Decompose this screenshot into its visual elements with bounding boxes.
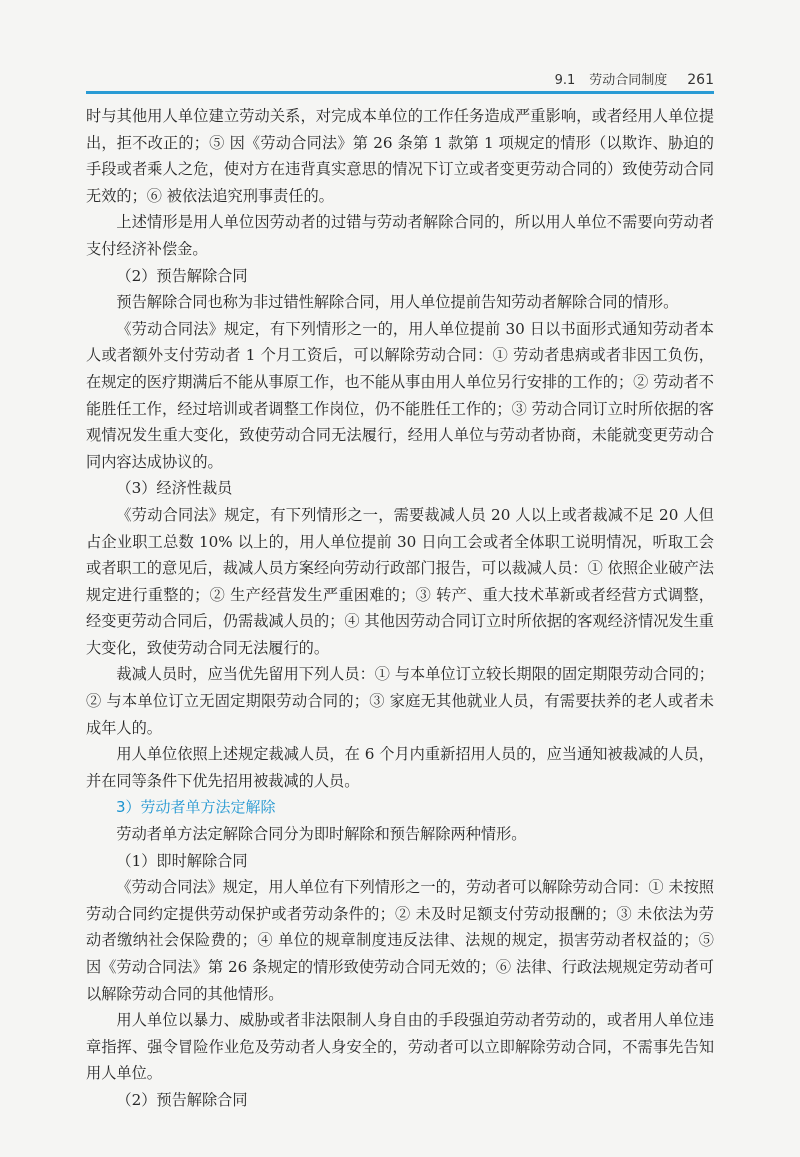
paragraph: 《劳动合同法》规定，有下列情形之一的，用人单位提前 30 日以书面形式通知劳动者本人或者额外支付劳动者 1 个月工资后，可以解除劳动合同：① 劳动者患病或者非因工负伤，在规定的医疗期满后不能从事原工作，也不能从事由用人单位另行安排的工作的；② 劳动者不能胜任工作，经过培训或者调整工作岗位，仍不能胜任工作的；③ 劳动合同订立时所依据的客观情况发生重大变化，致使劳动合同无法履行，经用人单位与劳动者协商，未能就变更劳动合同内容达成协议的。 — [86, 319, 714, 471]
page-number: 261 — [687, 72, 714, 88]
subheading: （3）经济性裁员 — [116, 479, 233, 498]
section-heading: 3）劳动者单方法定解除 — [116, 798, 276, 817]
page-body — [86, 103, 714, 1114]
paragraph: 用人单位以暴力、威胁或者非法限制人身自由的手段强迫劳动者劳动的，或者用人单位违章指挥、强令冒险作业危及劳动者人身安全的，劳动者可以立即解除劳动合同，不需事先告知用人单位。 — [86, 1011, 714, 1083]
section-number: 9.1 — [554, 73, 576, 88]
paragraph: 《劳动合同法》规定，用人单位有下列情形之一的，劳动者可以解除劳动合同：① 未按照劳动合同约定提供劳动保护或者劳动条件的；② 未及时足额支付劳动报酬的；③ 未依法为劳动者缴纳社会保险费的；④ 单位的规章制度违反法律、法规的规定，损害劳动者权益的；⑤ 因《劳动合同法》第 26 条规定的情形致使劳动合同无效的；⑥ 法律、行政法规规定劳动者可以解除劳动合同的其他情形。 — [86, 878, 714, 1003]
paragraph: 预告解除合同也称为非过错性解除合同，用人单位提前告知劳动者解除合同的情形。 — [116, 293, 679, 312]
subheading: （2）预告解除合同 — [116, 1090, 248, 1109]
paragraph: 时与其他用人单位建立劳动关系，对完成本单位的工作任务造成严重影响，或者经用人单位提出，拒不改正的；⑤ 因《劳动合同法》第 26 条第 1 款第 1 项规定的情形（以欺诈、胁迫的手段或者乘人之危，使对方在违背真实意思的情况下订立或者变更劳动合同的）致使劳动合同无效的；⑥ 被依法追究刑事责任的。 — [86, 107, 714, 205]
section-title: 劳动合同制度 — [589, 73, 668, 88]
header-rule — [86, 91, 714, 94]
paragraph: 上述情形是用人单位因劳动者的过错与劳动者解除合同的，所以用人单位不需要向劳动者支付经济补偿金。 — [86, 213, 714, 258]
paragraph: 裁减人员时，应当优先留用下列人员：① 与本单位订立较长期限的固定期限劳动合同的；② 与本单位订立无固定期限劳动合同的；③ 家庭无其他就业人员，有需要扶养的老人或者未成年人的。 — [86, 665, 714, 737]
subheading: （1）即时解除合同 — [116, 851, 248, 870]
paragraph: 用人单位依照上述规定裁减人员，在 6 个月内重新招用人员的，应当通知被裁减的人员，并在同等条件下优先招用被裁减的人员。 — [86, 745, 714, 790]
paragraph: 劳动者单方法定解除合同分为即时解除和预告解除两种情形。 — [116, 825, 527, 844]
paragraph: 《劳动合同法》规定，有下列情形之一，需要裁减人员 20 人以上或者裁减不足 20 人但占企业职工总数 10% 以上的，用人单位提前 30 日向工会或者全体职工说明情况，听取工会或者职工的意见后，裁减人员方案经向劳动行政部门报告，可以裁减人员：① 依照企业破产法规定进行重整的；② 生产经营发生严重困难的；③ 转产、重大技术革新或者经营方式调整，经变更劳动合同后，仍需裁减人员的；④ 其他因劳动合同订立时所依据的客观经济情况发生重大变化，致使劳动合同无法履行的。 — [86, 505, 714, 657]
running-header — [86, 62, 714, 88]
subheading: （2）预告解除合同 — [116, 266, 248, 285]
